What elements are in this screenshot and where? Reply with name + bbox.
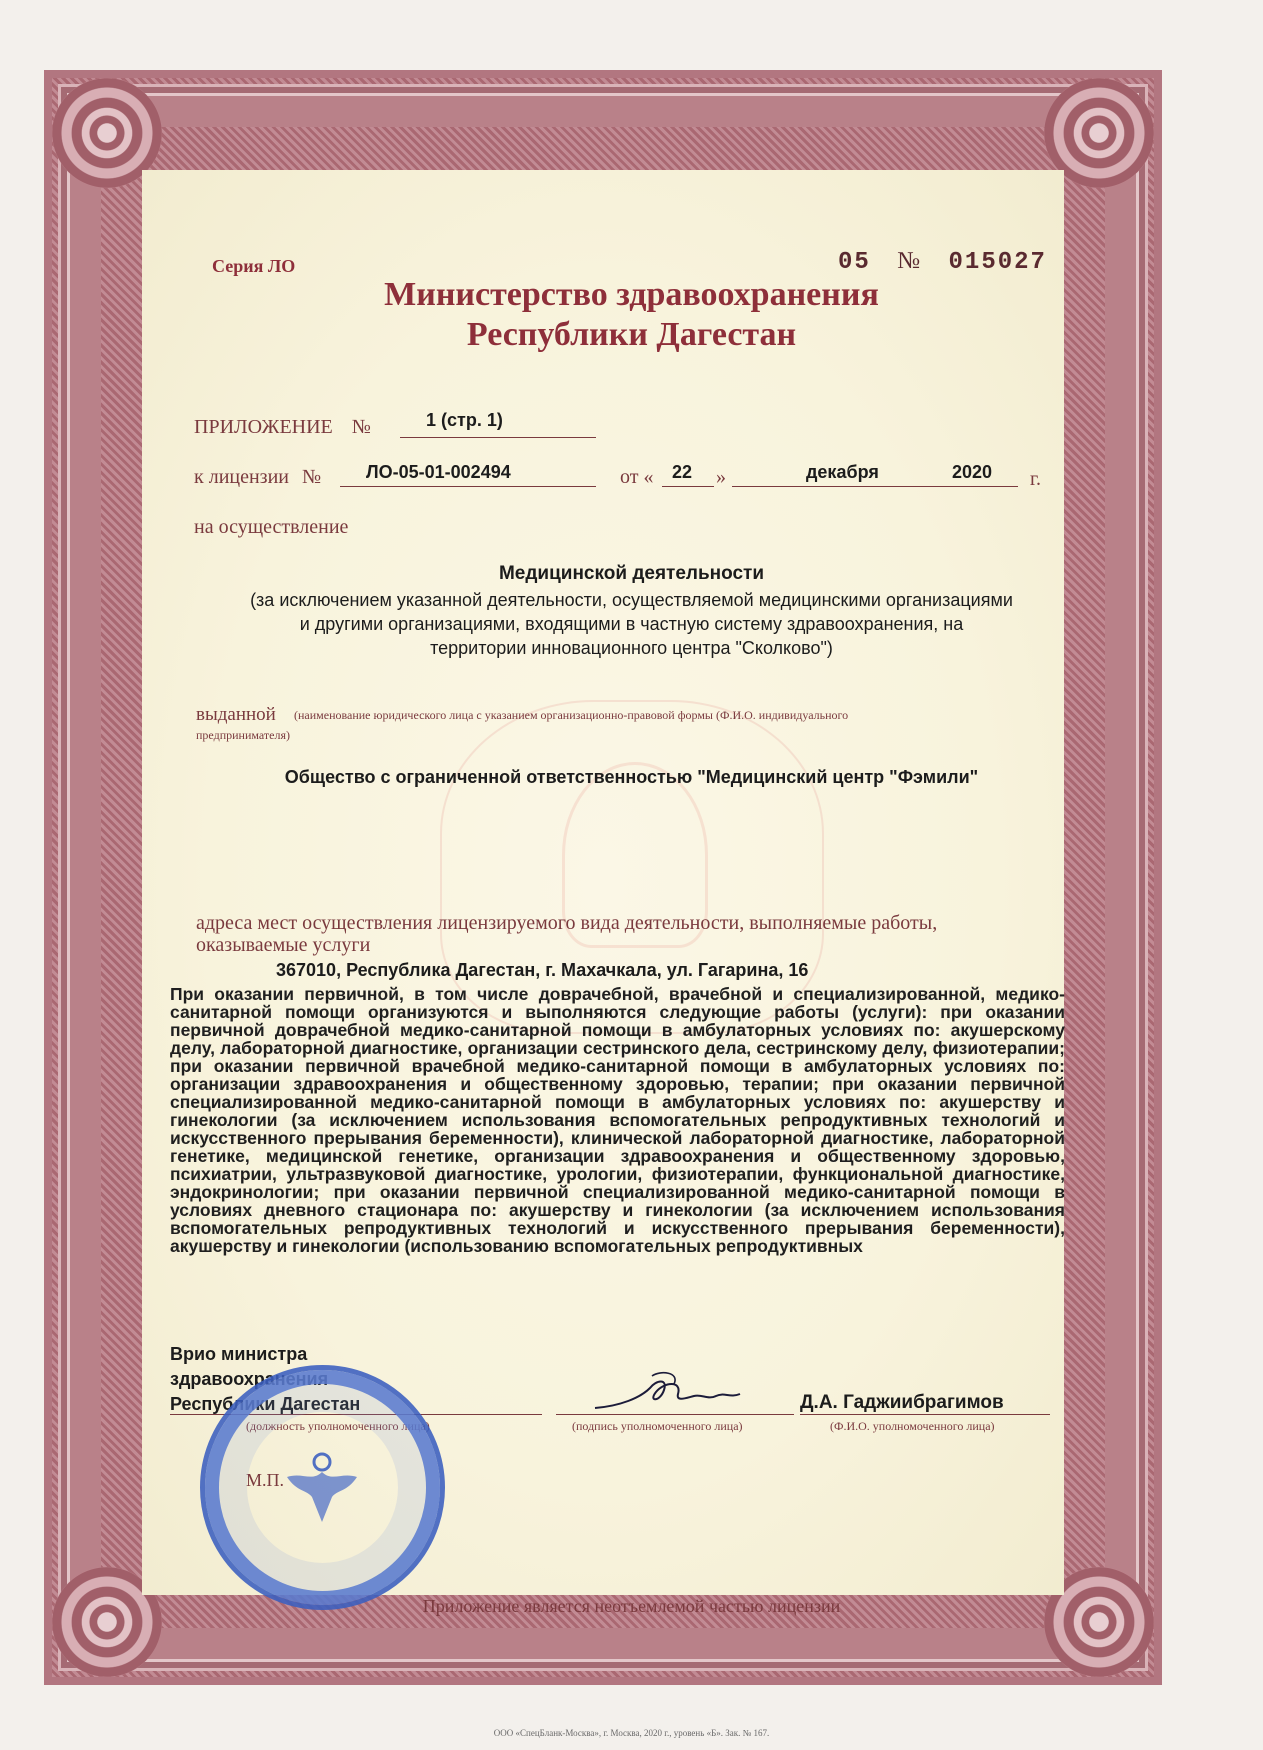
activity-title: Медицинской деятельности xyxy=(498,563,765,584)
license-month: декабря xyxy=(806,462,879,482)
position-hint: (должность уполномоченного лица) xyxy=(246,1419,430,1433)
form-number-value: 015027 xyxy=(948,249,1047,276)
address: 367010, Республика Дагестан, г. Махачкала, ул. Гагарина, 16 xyxy=(276,960,809,980)
addresses-label-line2: оказываемые услуги xyxy=(196,934,371,956)
license-day-underline xyxy=(662,486,714,487)
appendix-underline xyxy=(400,437,596,438)
name-hint: (Ф.И.О. уполномоченного лица) xyxy=(830,1419,995,1433)
services-text: При оказании первичной, в том числе доврачебной, врачебной и специализированной, медико-санитарной помощи организуются и выполняются следующие работы (услуги): при оказании первичной доврачебной медико-санитарной помощи в амбулаторных условиях по: акушерскому делу, лабораторной диагностике, организации сестринского дела, сестринскому делу, физиотерапии; при оказании первичной врачебной медико-санитарной помощи в амбулаторных условиях по: организации здравоохранения и общественному здоровью, терапии; при оказании первичной специализированной медико-санитарной помощи в амбулаторных условиях по: акушерству и гинекологии (за исключением использования вспомогательных репродуктивных технологий и искусственного прерывания беременности), клинической лабораторной диагностике, лабораторной генетике, медицинской генетике, организации здравоохранения и общественному здоровью, психиатрии, ультразвуковой диагностике, урологии, физиотерапии, функциональной диагностике, эндокринологии; при оказании первичной специализированной медико-санитарной помощи в условиях дневного стационара по: акушерству и гинекологии (за исключением использования вспомогательных репродуктивных технологий и искусственного прерывания беременности), акушерству и гинекологии (использованию вспомогательных репродуктивных xyxy=(170,984,1065,1256)
appendix-label-text: ПРИЛОЖЕНИЕ xyxy=(194,416,333,438)
signature-underline xyxy=(556,1414,794,1415)
license-sign: № xyxy=(302,466,322,488)
activity-desc-line1: (за исключением указанной деятельности, осуществляемой медицинскими организациями xyxy=(250,590,1013,610)
activity-label: на осуществление xyxy=(194,516,349,538)
number-sign: № xyxy=(897,248,923,274)
license-year: 2020 xyxy=(952,462,993,482)
ministry-title-line2: Республики Дагестан xyxy=(466,316,797,353)
form-number xyxy=(838,248,1047,276)
issued-label: выданной xyxy=(196,704,276,725)
activity-description xyxy=(0,588,1263,660)
seal-place-label: М.П. xyxy=(246,1470,285,1490)
appendix-sign: № xyxy=(351,416,371,438)
signer-position-line1: Врио министра xyxy=(170,1344,308,1364)
activity-desc-line3: территории инновационного центра "Сколково") xyxy=(430,638,833,658)
official-seal xyxy=(200,1365,445,1610)
form-number-prefix: 05 xyxy=(838,249,871,276)
organization-name: Общество с ограниченной ответственностью "Медицинский центр "Фэмили" xyxy=(284,767,979,787)
issued-hint-line2: предпринимателя) xyxy=(196,728,290,742)
license-day: 22 xyxy=(672,462,693,482)
eagle-emblem-icon xyxy=(277,1442,367,1532)
printer-imprint: ООО «СпецБланк-Москва», г. Москва, 2020 г., уровень «Б». Зак. № 167. xyxy=(493,1728,770,1738)
signer-position-line2: здравоохранения xyxy=(170,1369,329,1389)
license-number: ЛО-05-01-002494 xyxy=(366,462,511,482)
footer-note: Приложение является неотъемлемой частью лицензии xyxy=(422,1596,841,1616)
license-label-text: к лицензии xyxy=(194,466,289,488)
ministry-title-line1: Министерство здравоохранения xyxy=(384,276,879,313)
issued-hint-line1: (наименование юридического лица с указанием организационно-правовой формы (Ф.И.О. индивидуального xyxy=(294,708,849,722)
appendix-label xyxy=(194,416,371,439)
license-day-close: » xyxy=(716,466,726,488)
series-label: Серия ЛО xyxy=(212,256,296,276)
signer-position-line3: Республики Дагестан xyxy=(170,1394,361,1414)
name-underline xyxy=(800,1414,1050,1415)
appendix-value: 1 (стр. 1) xyxy=(426,410,503,430)
activity-desc-line2: и другими организациями, входящими в частную систему здравоохранения, на xyxy=(299,614,964,634)
addresses-label-line1: адреса мест осуществления лицензируемого вида деятельности, выполняемые работы, xyxy=(196,912,938,934)
signer-name: Д.А. Гаджиибрагимов xyxy=(800,1392,1004,1413)
handwritten-signature xyxy=(590,1368,750,1418)
license-year-suffix: г. xyxy=(1030,468,1041,490)
license-date-from: от « xyxy=(620,466,654,488)
license-label xyxy=(194,466,321,489)
license-number-underline xyxy=(340,486,596,487)
signature-hint: (подпись уполномоченного лица) xyxy=(572,1419,743,1433)
addresses-label xyxy=(196,912,937,956)
license-month-year-underline xyxy=(732,486,1018,487)
